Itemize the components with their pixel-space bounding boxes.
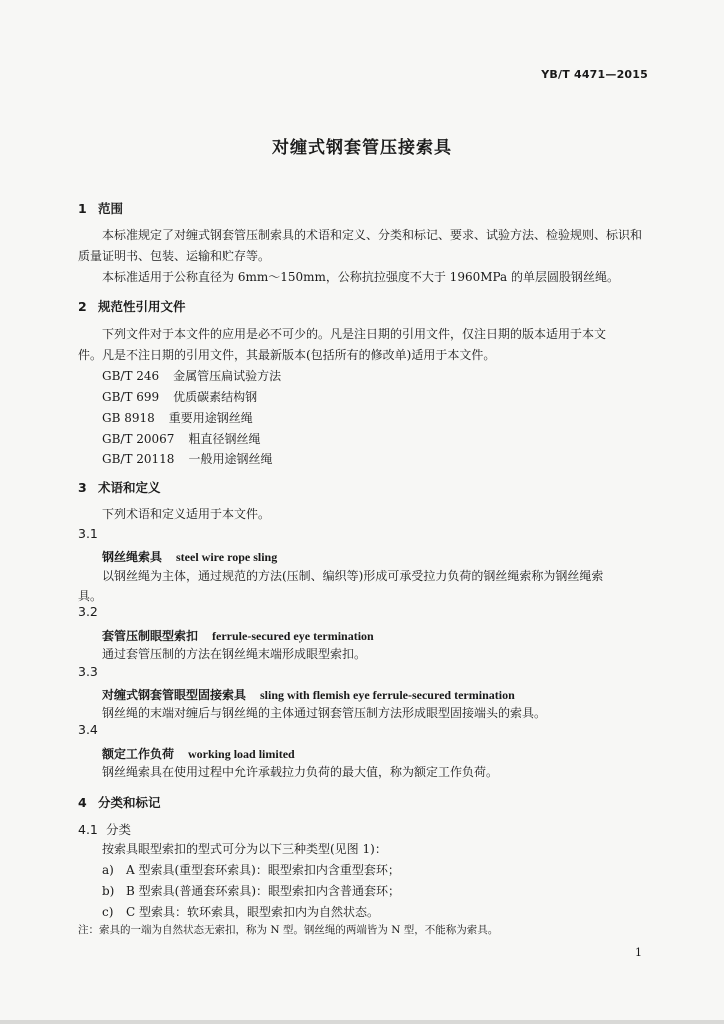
- reference-item: GB/T 246 金属管压扁试验方法: [102, 369, 282, 383]
- term-definition: 以钢丝绳为主体，通过规范的方法(压制、编织等)形成可承受拉力负荷的钢丝绳索称为钢丝绳索: [102, 569, 604, 583]
- section-1-heading: 1 范围: [78, 201, 124, 216]
- list-item: a) A 型索具(重型套环索具)：眼型索扣内含重型套环；: [102, 863, 400, 877]
- section-4-intro: 按索具眼型索扣的型式可分为以下三种类型(见图 1)：: [102, 842, 387, 856]
- list-item: b) B 型索具(普通套环索具)：眼型索扣内含普通套环；: [102, 884, 400, 898]
- subsection-4-1-heading: 4.1 分类: [78, 822, 132, 837]
- term-number: 3.3: [78, 664, 98, 679]
- standard-number: YB/T 4471—2015: [541, 68, 648, 81]
- section-2-paragraph-1b: 件。凡是不注日期的引用文件，其最新版本(包括所有的修改单)适用于本文件。: [78, 348, 496, 362]
- reference-item: GB 8918 重要用途钢丝绳: [102, 411, 253, 425]
- term-definition-cont: 具。: [78, 589, 103, 603]
- term-heading: 额定工作负荷 working load limited: [102, 747, 295, 761]
- reference-item: GB/T 20067 粗直径钢丝绳: [102, 432, 261, 446]
- note: 注：索具的一端为自然状态无索扣，称为 N 型。钢丝绳的两端皆为 N 型，不能称为索具。: [78, 924, 499, 936]
- term-heading: 钢丝绳索具 steel wire rope sling: [102, 550, 278, 564]
- section-2-paragraph-1a: 下列文件对于本文件的应用是必不可少的。凡是注日期的引用文件，仅注日期的版本适用于本文: [102, 327, 607, 341]
- section-2-heading: 2 规范性引用文件: [78, 299, 186, 314]
- term-heading: 套管压制眼型索扣 ferrule-secured eye termination: [102, 629, 374, 643]
- term-definition: 钢丝绳索具在使用过程中允许承载拉力负荷的最大值，称为额定工作负荷。: [102, 765, 499, 779]
- term-heading: 对缠式钢套管眼型固接索具 sling with flemish eye ferrule-secured termination: [102, 688, 515, 702]
- list-item: c) C 型索具：软环索具，眼型索扣内为自然状态。: [102, 905, 379, 919]
- section-3-heading: 3 术语和定义: [78, 480, 161, 495]
- document-title: 对缠式钢套管压接索具: [272, 138, 452, 158]
- reference-item: GB/T 20118 一般用途钢丝绳: [102, 452, 273, 466]
- section-3-intro: 下列术语和定义适用于本文件。: [102, 507, 271, 521]
- term-number: 3.1: [78, 526, 98, 541]
- section-4-heading: 4 分类和标记: [78, 795, 161, 810]
- term-definition: 钢丝绳的末端对缠后与钢丝绳的主体通过钢套管压制方法形成眼型固接端头的索具。: [102, 706, 547, 720]
- term-number: 3.2: [78, 604, 98, 619]
- term-definition: 通过套管压制的方法在钢丝绳末端形成眼型索扣。: [102, 647, 367, 661]
- section-1-paragraph-2: 本标准适用于公称直径为 6mm～150mm，公称抗拉强度不大于 1960MPa 的单层圆股钢丝绳。: [102, 270, 620, 284]
- term-number: 3.4: [78, 722, 98, 737]
- page-bottom-edge: [0, 1020, 724, 1024]
- section-1-paragraph-1a: 本标准规定了对缠式钢套管压制索具的术语和定义、分类和标记、要求、试验方法、检验规则、标识和: [102, 228, 643, 242]
- page-number: 1: [635, 946, 642, 959]
- reference-item: GB/T 699 优质碳素结构钢: [102, 390, 258, 404]
- section-1-paragraph-1b: 质量证明书、包装、运输和贮存等。: [78, 249, 271, 263]
